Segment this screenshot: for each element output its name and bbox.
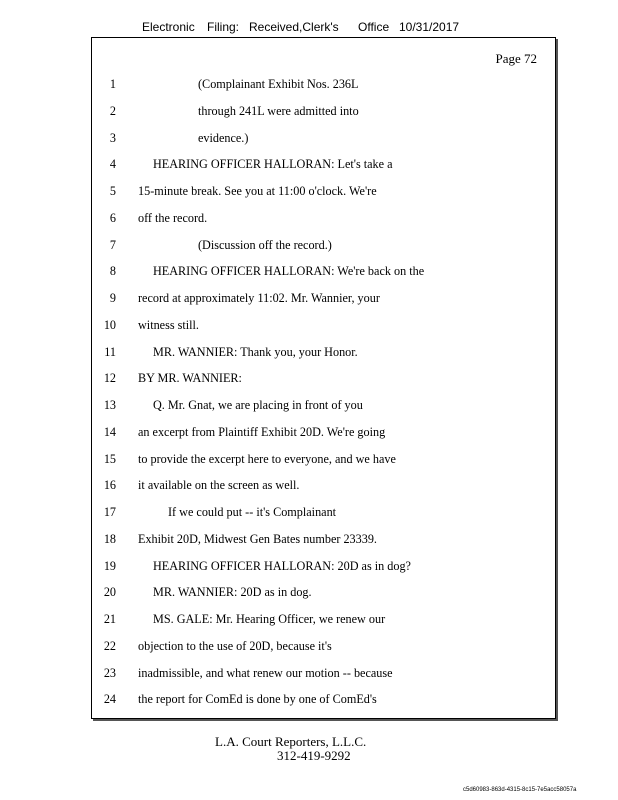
filing-header-received-clerks: Received,Clerk's <box>249 20 339 34</box>
transcript-line <box>92 638 552 654</box>
line-text: HEARING OFFICER HALLORAN: We're back on the <box>153 264 425 279</box>
line-number: 2 <box>109 103 116 118</box>
line-text: Q. Mr. Gnat, we are placing in front of you <box>153 398 363 412</box>
line-number: 20 <box>103 585 116 600</box>
line-number: 24 <box>103 692 116 707</box>
line-text: the report for ComEd is done by one of ComEd's <box>138 692 377 707</box>
line-number: 10 <box>103 317 116 332</box>
line-text: witness still. <box>138 317 199 332</box>
transcript-line <box>92 344 552 360</box>
transcript-line <box>92 263 552 279</box>
court-reporter-phone: 312-419-9292 <box>277 748 351 763</box>
line-text: HEARING OFFICER HALLORAN: Let's take a <box>153 157 393 172</box>
line-text: If we could put -- it's Complainant <box>168 505 337 519</box>
line-text: MR. WANNIER: 20D as in dog. <box>153 585 312 600</box>
transcript-line <box>92 611 552 627</box>
transcript-line <box>92 451 552 467</box>
line-number: 19 <box>103 558 116 573</box>
line-number: 3 <box>109 130 116 145</box>
transcript-line <box>92 370 552 386</box>
line-number: 16 <box>103 478 116 493</box>
line-number: 23 <box>103 665 116 680</box>
line-number: 1 <box>109 77 116 91</box>
line-text: to provide the excerpt here to everyone, and we have <box>138 451 396 466</box>
filing-header-date: 10/31/2017 <box>399 20 460 34</box>
transcript-line <box>92 691 552 707</box>
transcript-line <box>92 130 552 146</box>
line-number: 17 <box>103 505 116 519</box>
line-text: HEARING OFFICER HALLORAN: 20D as in dog? <box>153 558 411 573</box>
line-text: (Discussion off the record.) <box>198 237 332 252</box>
line-number: 14 <box>103 424 116 439</box>
line-text: record at approximately 11:02. Mr. Wannier, your <box>138 291 380 305</box>
line-text: MS. GALE: Mr. Hearing Officer, we renew our <box>153 612 386 626</box>
line-number: 7 <box>109 237 116 252</box>
transcript-line <box>92 183 552 199</box>
line-text: Exhibit 20D, Midwest Gen Bates number 23339. <box>138 531 377 546</box>
line-text: off the record. <box>138 210 208 225</box>
transcript-line <box>92 103 552 119</box>
court-reporter-name: L.A. Court Reporters, L.L.C. <box>215 734 367 749</box>
transcript-line <box>92 290 552 306</box>
line-number: 9 <box>109 291 116 305</box>
document-hash: c5d60983-863d-4315-8c15-7e5acc58057a <box>463 787 577 793</box>
line-number: 18 <box>103 531 116 546</box>
line-text: through 241L were admitted into <box>198 103 359 118</box>
transcript-line <box>92 317 552 333</box>
filing-header-filing: Filing: <box>207 20 240 34</box>
line-number: 12 <box>103 371 116 386</box>
line-text: (Complainant Exhibit Nos. 236L <box>198 77 359 91</box>
transcript-line <box>92 237 552 253</box>
filing-header-electronic: Electronic <box>142 20 195 34</box>
filing-header-office: Office <box>358 20 390 34</box>
transcript-line <box>92 156 552 172</box>
line-number: 21 <box>103 612 116 626</box>
line-text: 15-minute break. See you at 11:00 o'clock. We're <box>138 184 377 198</box>
transcript-line <box>92 424 552 440</box>
transcript-line <box>92 504 552 520</box>
transcript-page <box>91 37 556 719</box>
line-text: MR. WANNIER: Thank you, your Honor. <box>153 344 358 359</box>
line-number: 11 <box>104 344 116 359</box>
line-text: an excerpt from Plaintiff Exhibit 20D. We're going <box>138 424 386 439</box>
transcript-line <box>92 665 552 681</box>
line-text: evidence.) <box>198 130 249 145</box>
page-number: Page 72 <box>495 51 537 66</box>
line-text: objection to the use of 20D, because it's <box>138 638 332 653</box>
transcript-line <box>92 558 552 574</box>
transcript-line <box>92 397 552 413</box>
line-number: 13 <box>103 398 116 412</box>
line-text: BY MR. WANNIER: <box>138 371 242 386</box>
transcript-line <box>92 76 552 92</box>
transcript-line <box>92 210 552 226</box>
line-number: 15 <box>103 451 116 466</box>
transcript-line <box>92 584 552 600</box>
line-number: 4 <box>109 157 116 172</box>
transcript-line <box>92 531 552 547</box>
line-text: inadmissible, and what renew our motion -- because <box>138 665 393 680</box>
line-number: 5 <box>109 184 116 198</box>
transcript-line <box>92 477 552 493</box>
line-number: 8 <box>109 264 116 279</box>
line-text: it available on the screen as well. <box>138 478 300 493</box>
line-number: 6 <box>109 210 116 225</box>
line-number: 22 <box>103 638 116 653</box>
